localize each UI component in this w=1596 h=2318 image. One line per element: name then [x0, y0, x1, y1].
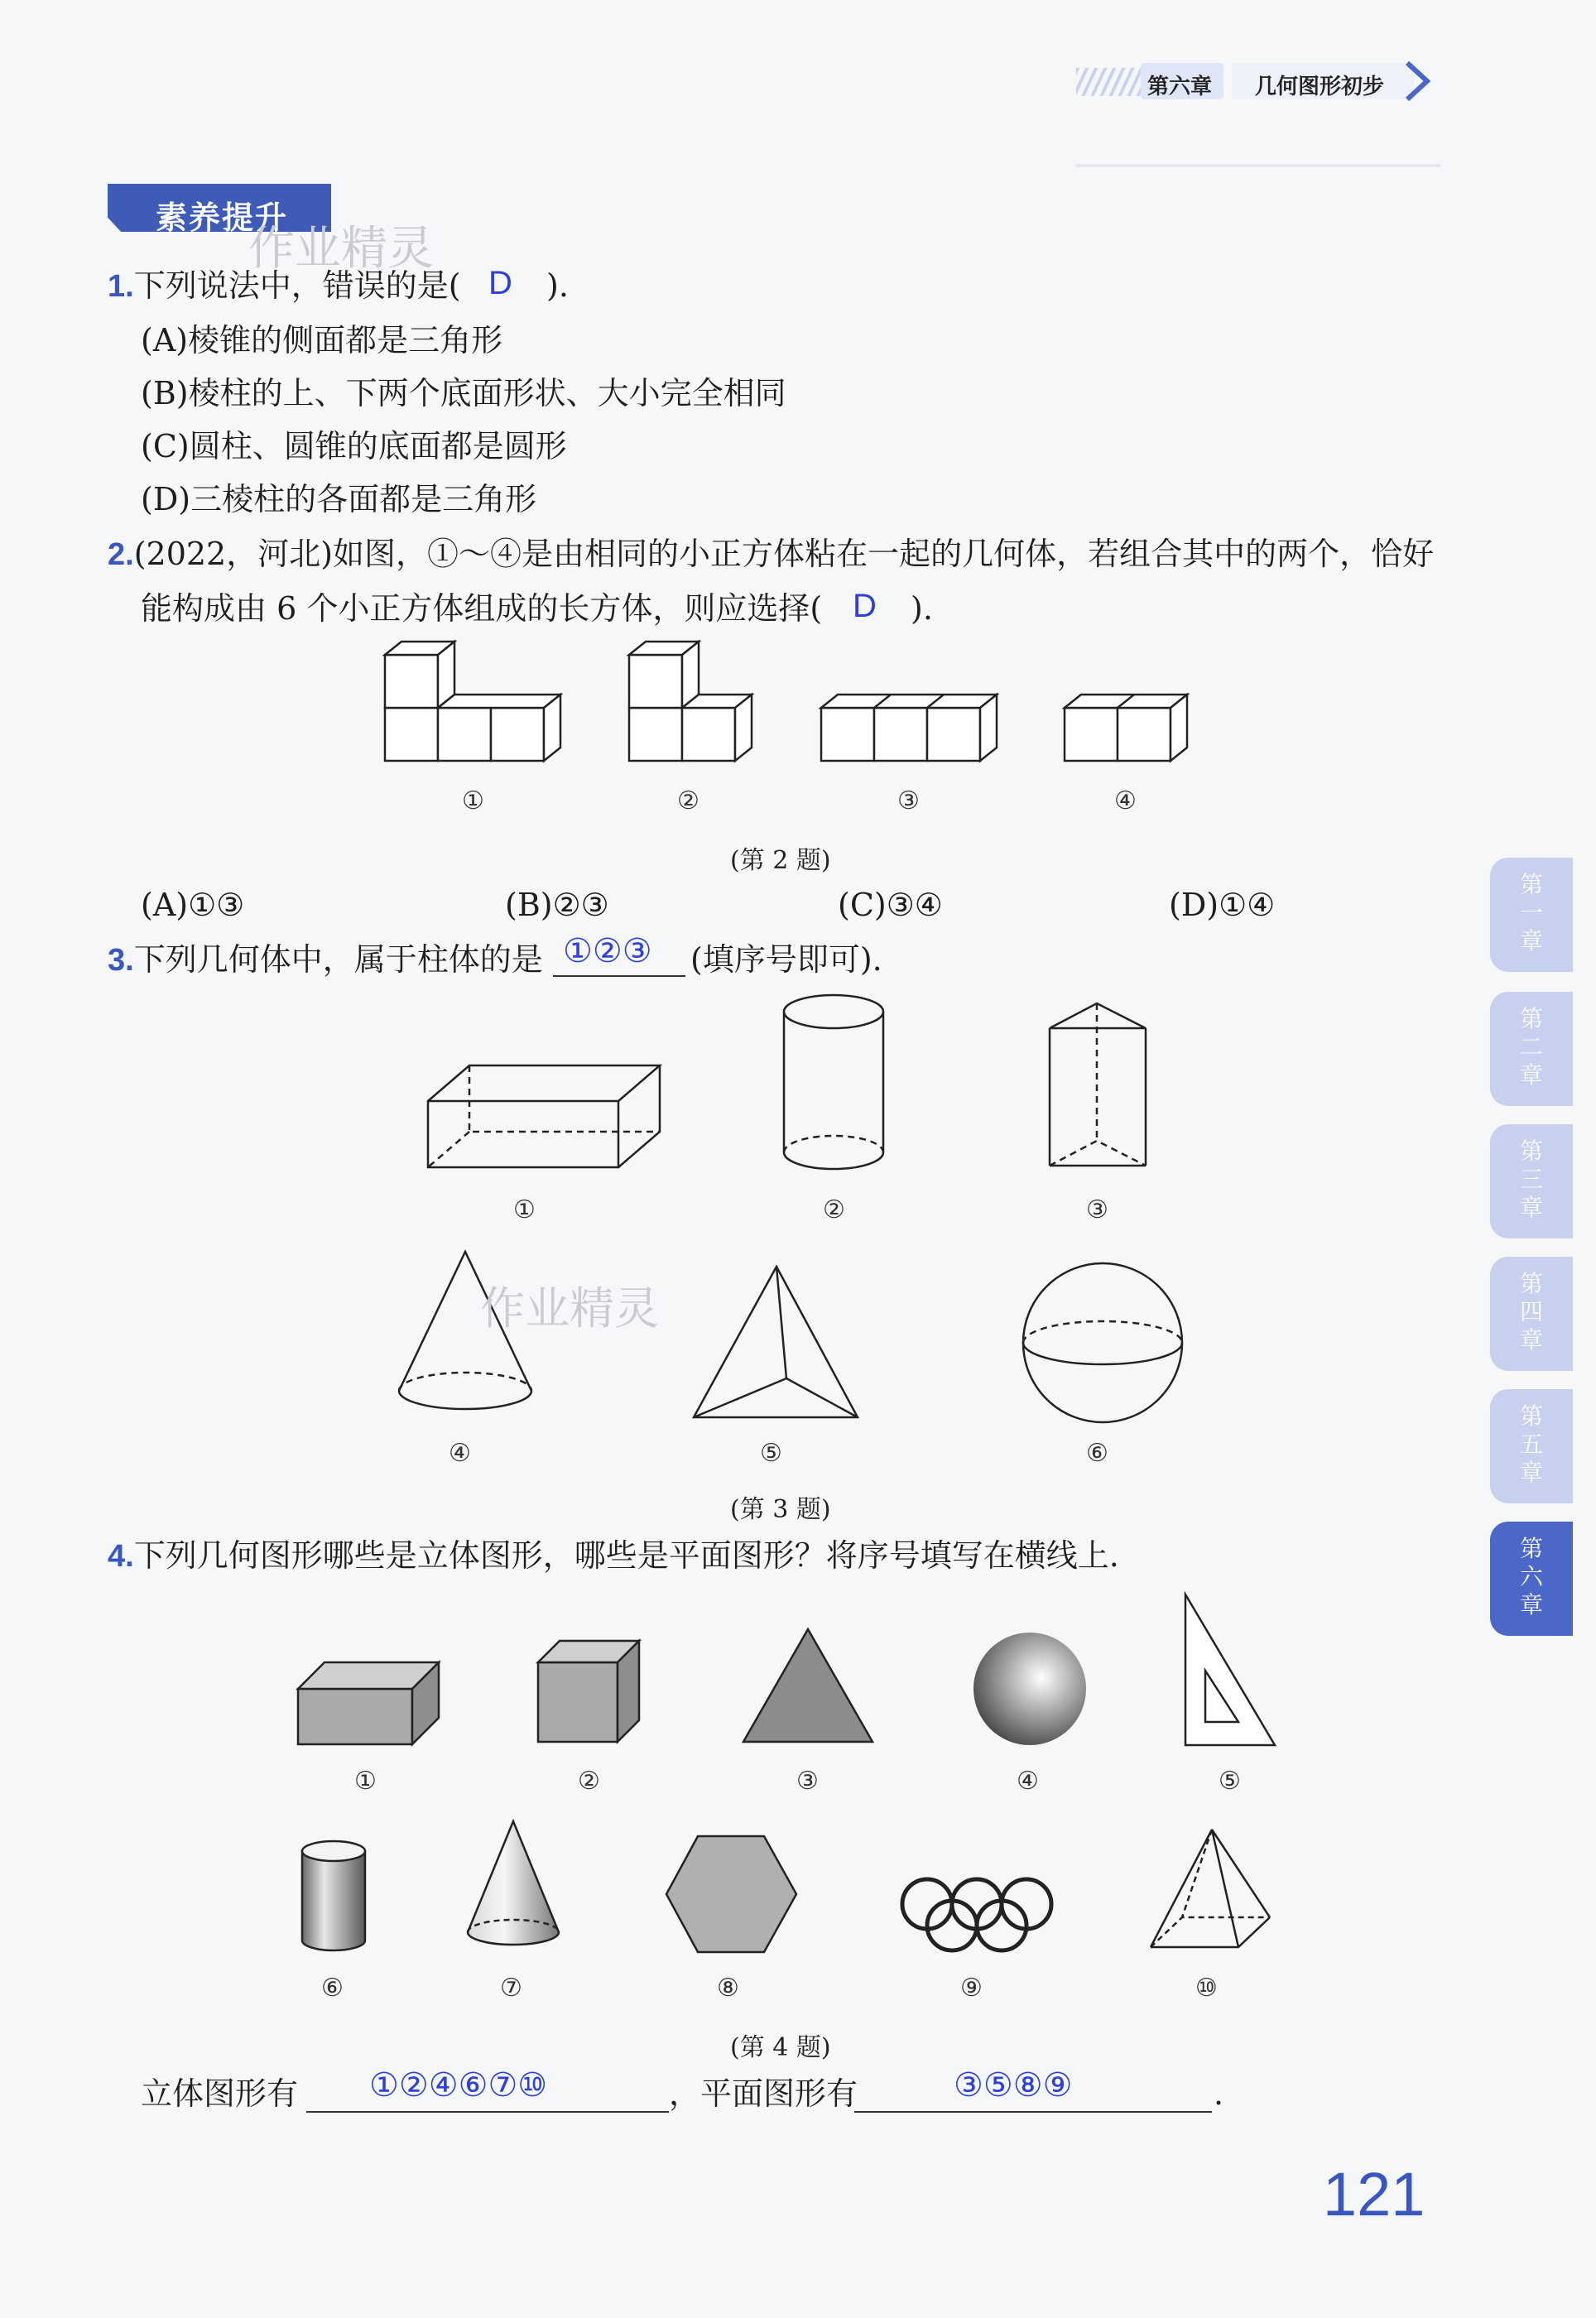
solid-label: 立体图形有: [141, 2075, 299, 2112]
header-chapter: 第六章: [1147, 74, 1213, 99]
figure-3-label-6: ⑥: [1086, 1439, 1108, 1468]
figure-2-label-2: ②: [677, 786, 699, 815]
figure-3-label-1: ①: [513, 1195, 536, 1224]
question-1-stem-end: ).: [546, 267, 569, 304]
figure-4-label-1: ①: [354, 1767, 377, 1796]
question-3-answer: ①②③: [563, 932, 652, 970]
question-2-option-a: (A)①③: [141, 887, 245, 923]
figure-4-cylinder: [302, 1841, 365, 1950]
figure-2-label-4: ④: [1114, 786, 1137, 815]
side-tab-chapter-5[interactable]: 第 五 章: [1490, 1389, 1573, 1503]
solid-blank[interactable]: [306, 2111, 669, 2113]
figure-4-cube: [538, 1641, 639, 1742]
question-2-answer: D: [853, 588, 877, 624]
solid-answer: ①②④⑥⑦⑩: [369, 2066, 548, 2104]
question-2-option-c: (C)③④: [838, 887, 943, 923]
question-1-option-b: (B)棱柱的上、下两个底面形状、大小完全相同: [141, 375, 786, 411]
figure-4-label-4: ④: [1017, 1767, 1039, 1796]
plane-answer: ③⑤⑧⑨: [954, 2066, 1073, 2104]
figure-4-square-pyramid: [1151, 1830, 1270, 1947]
figure-4-cone: [468, 1821, 559, 1945]
figure-4-sphere: [973, 1633, 1086, 1745]
question-2-option-b: (B)②③: [505, 887, 609, 923]
question-2-line-2: 能构成由 6 个小正方体组成的长方体，则应选择(: [141, 590, 823, 627]
figure-3-caption: (第 3 题): [730, 1495, 831, 1524]
question-1-answer: D: [488, 265, 512, 301]
figure-3-label-3: ③: [1086, 1195, 1108, 1224]
question-1-option-a: (A)棱锥的侧面都是三角形: [141, 322, 503, 358]
plane-label: ，平面图形有: [669, 2075, 858, 2112]
side-tab-chapter-3[interactable]: 第 三 章: [1490, 1124, 1573, 1238]
question-1-number: 1.: [108, 269, 134, 304]
question-2-number: 2.: [108, 537, 134, 572]
side-tab-chapter-1[interactable]: 第 一 章: [1490, 858, 1573, 972]
question-2-line-2-end: ).: [911, 590, 933, 627]
watermark-middle: 作业精灵: [480, 1284, 659, 1334]
page-number: 121: [1323, 2160, 1425, 2229]
figure-3-label-5: ⑤: [760, 1439, 782, 1468]
figure-4-label-5: ⑤: [1219, 1767, 1241, 1796]
figure-4-label-8: ⑧: [717, 1974, 739, 2003]
question-3-text: 下列几何体中，属于柱体的是: [133, 941, 543, 978]
section-title: 素养提升: [156, 201, 289, 236]
question-4-text: 下列几何图形哪些是立体图形，哪些是平面图形？将序号填写在横线上.: [133, 1537, 1119, 1574]
figure-2-label-1: ①: [462, 786, 484, 815]
figure-4-triangle: [743, 1629, 873, 1742]
figure-4-label-2: ②: [578, 1767, 600, 1796]
figure-4-label-7: ⑦: [500, 1974, 522, 2003]
watermark-top: 作业精灵: [248, 222, 434, 274]
question-1-text: 下列说法中，错误的是(: [133, 267, 461, 304]
question-4-number: 4.: [108, 1539, 134, 1574]
figure-4-caption: (第 4 题): [730, 2033, 831, 2062]
plane-blank[interactable]: [854, 2111, 1212, 2113]
figure-4-hexagon: [666, 1836, 796, 1952]
side-tab-chapter-6[interactable]: 第 六 章: [1490, 1522, 1573, 1636]
figure-4-set-square: [1185, 1594, 1275, 1745]
figure-3-label-2: ②: [823, 1195, 845, 1224]
question-1-option-c: (C)圆柱、圆锥的底面都是圆形: [141, 428, 567, 464]
header-title: 几何图形初步: [1255, 74, 1385, 99]
figure-4-olympic-rings: [902, 1879, 1051, 1950]
question-2-text-1: (2022，河北)如图，①～④是由相同的小正方体粘在一起的几何体，若组合其中的两个，恰好: [133, 536, 1435, 572]
figure-2-caption: (第 2 题): [730, 846, 831, 875]
side-tab-chapter-2[interactable]: 第 二 章: [1490, 992, 1573, 1106]
figure-4-label-10: ⑩: [1195, 1974, 1218, 2003]
question-2-option-d: (D)①④: [1169, 887, 1276, 923]
figure-3-label-4: ④: [449, 1439, 471, 1468]
question-4-end: .: [1214, 2075, 1224, 2112]
figure-4-label-9: ⑨: [960, 1974, 983, 2003]
figure-4-label-3: ③: [796, 1767, 819, 1796]
figure-2-label-3: ③: [897, 786, 920, 815]
question-1-option-d: (D)三棱柱的各面都是三角形: [141, 481, 537, 517]
side-tab-chapter-4[interactable]: 第 四 章: [1490, 1257, 1573, 1371]
figure-4-label-6: ⑥: [321, 1974, 344, 2003]
question-3-stem-end: (填序号即可).: [690, 941, 882, 978]
question-3-number: 3.: [108, 943, 134, 978]
figure-4-cuboid: [298, 1662, 439, 1744]
